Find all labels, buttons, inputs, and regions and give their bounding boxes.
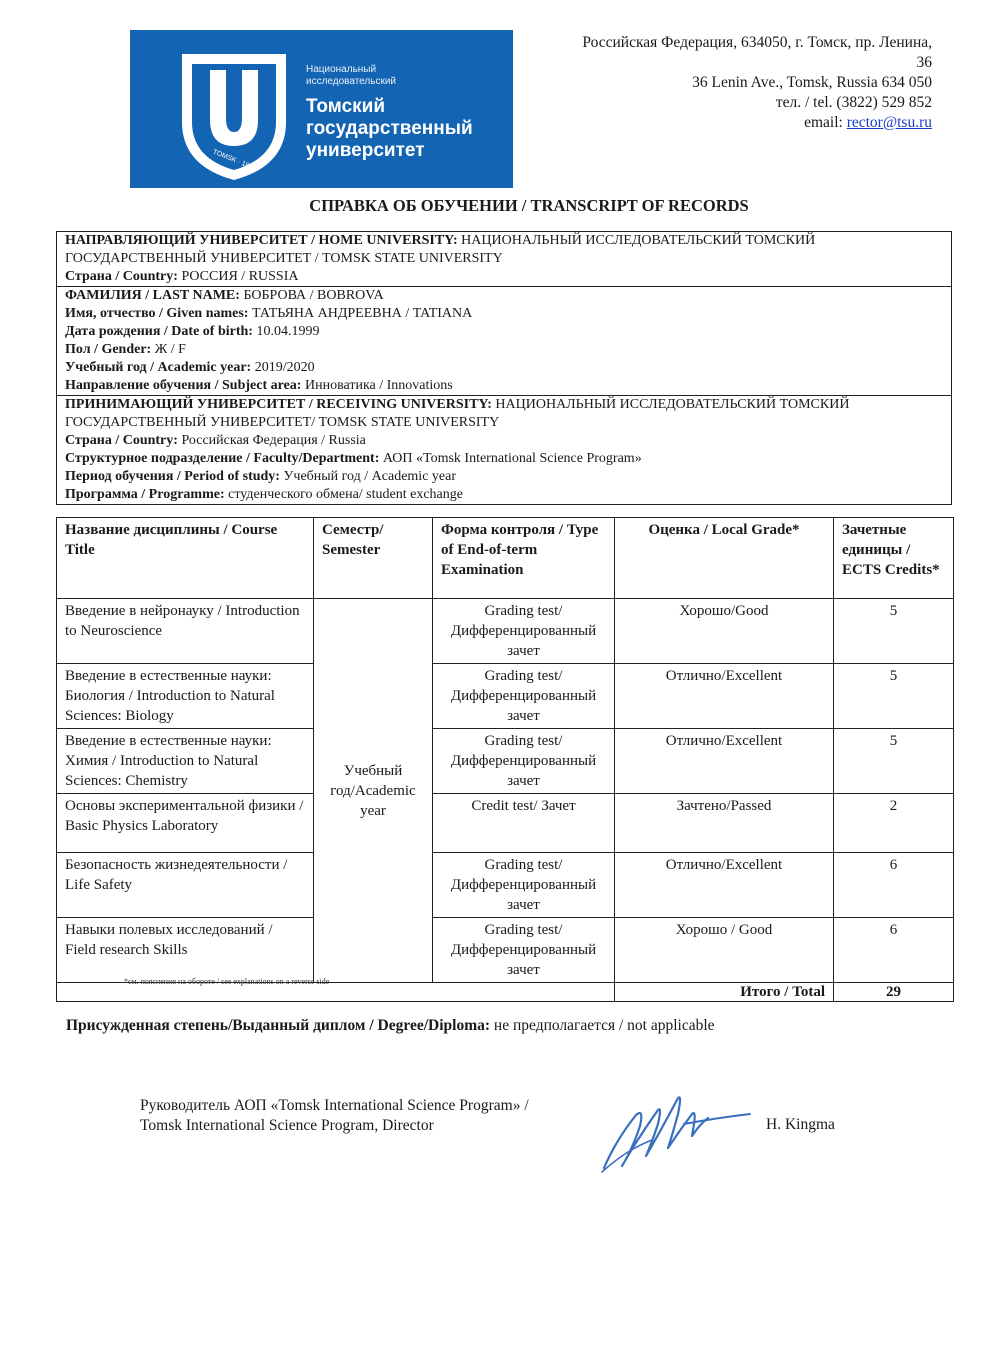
- table-row: [57, 729, 954, 794]
- last-name-label: ФАМИЛИЯ / LAST NAME:: [65, 288, 240, 303]
- semester-cell: Учебный год/Academic year: [314, 599, 433, 983]
- director-line-1: Руководитель АОП «Tomsk International Science Program» /: [140, 1097, 529, 1114]
- exam-type: Grading test/ Дифференцированный зачет: [433, 729, 615, 794]
- degree-value: не предполагается / not applicable: [493, 1017, 715, 1034]
- academic-year-value: 2019/2020: [254, 360, 315, 375]
- programme-line: [65, 486, 943, 504]
- dob-value: 10.04.1999: [256, 324, 320, 339]
- exam-type: Grading test/ Дифференцированный зачет: [433, 918, 615, 983]
- footnote: *см. пояснения на обороте / see explanations on a reverse side: [124, 977, 330, 986]
- receiving-country-value: Российская Федерация / Russia: [181, 433, 366, 448]
- home-university-section: [57, 232, 951, 287]
- given-names-label: Имя, отчество / Given names:: [65, 306, 249, 321]
- logo-line-big-2: государственный: [306, 118, 473, 139]
- student-section: [57, 287, 951, 396]
- degree-label: Присужденная степень/Выданный диплом / Degree/Diploma:: [66, 1017, 491, 1034]
- logo-line-big-1: Томский: [306, 96, 386, 117]
- signer-name: H. Kingma: [766, 1116, 835, 1133]
- ects-credits: 2: [834, 794, 954, 853]
- course-title: Введение в естественные науки: Химия / Introduction to Natural Sciences: Chemistry: [57, 729, 314, 794]
- logo-line-small-2: исследовательский: [306, 76, 396, 87]
- address-block: [582, 33, 932, 133]
- exam-type: Grading test/ Дифференцированный зачет: [433, 853, 615, 918]
- academic-year-label: Учебный год / Academic year:: [65, 360, 252, 375]
- director-line-2: Tomsk International Science Program, Director: [140, 1117, 434, 1134]
- gender-label: Пол / Gender:: [65, 342, 152, 357]
- course-title: Введение в нейронауку / Introduction to Neuroscience: [57, 599, 314, 664]
- programme-value: студенческого обмена/ student exchange: [228, 487, 463, 502]
- faculty-value: АОП «Tomsk International Science Program»: [382, 451, 642, 466]
- course-title: Безопасность жизнедеятельности / Life Safety: [57, 853, 314, 918]
- seal-text: TOMSK · 1878: [211, 148, 258, 173]
- given-names-value: ТАТЬЯНА АНДРЕЕВНА / TATIANA: [251, 306, 473, 321]
- home-country-label: Страна / Country:: [65, 269, 178, 284]
- logo-line-small-1: Национальный: [306, 64, 377, 75]
- header-course: Название дисциплины / Course Title: [57, 518, 314, 599]
- table-row: [57, 918, 954, 983]
- programme-label: Программа / Programme:: [65, 487, 225, 502]
- ects-credits: 6: [834, 853, 954, 918]
- course-title: Введение в естественные науки: Биология / Introduction to Natural Sciences: Biology: [57, 664, 314, 729]
- dob-label: Дата рождения / Date of birth:: [65, 324, 253, 339]
- exam-type: Grading test/ Дифференцированный зачет: [433, 664, 615, 729]
- email-label: email:: [804, 114, 843, 131]
- table-row: [57, 664, 954, 729]
- exam-type: Credit test/ Зачет: [433, 794, 615, 853]
- address-line-2: 36: [916, 54, 932, 71]
- signature-icon: [596, 1080, 756, 1180]
- faculty-label: Структурное подразделение / Faculty/Department:: [65, 451, 380, 466]
- ects-credits: 5: [834, 729, 954, 794]
- address-email-row: [582, 113, 932, 133]
- address-line-3: 36 Lenin Ave., Tomsk, Russia 634 050: [692, 74, 932, 91]
- receiving-university-value: НАЦИОНАЛЬНЫЙ ИССЛЕДОВАТЕЛЬСКИЙ ТОМСКИЙ: [495, 397, 850, 412]
- degree-line: [66, 1017, 715, 1035]
- local-grade: Отлично/Excellent: [615, 853, 834, 918]
- period-value: Учебный год / Academic year: [283, 469, 457, 484]
- table-row: [57, 853, 954, 918]
- table-row: [57, 794, 954, 853]
- receiving-university-section: [57, 396, 951, 504]
- ects-credits: 5: [834, 664, 954, 729]
- period-label: Период обучения / Period of study:: [65, 469, 280, 484]
- subject-area-label: Направление обучения / Subject area:: [65, 378, 302, 393]
- address-phone: тел. / tel. (3822) 529 852: [775, 94, 932, 111]
- address-line-1: Российская Федерация, 634050, г. Томск, пр. Ленина,: [582, 34, 932, 51]
- header-semester: Семестр/ Semester: [314, 518, 433, 599]
- academic-year-line: [65, 359, 943, 377]
- last-name-value: БОБРОВА / BOBROVA: [243, 288, 384, 303]
- ects-credits: 6: [834, 918, 954, 983]
- course-title: Основы экспериментальной физики / Basic Physics Laboratory: [57, 794, 314, 853]
- receiving-university-label: ПРИНИМАЮЩИЙ УНИВЕРСИТЕТ / RECEIVING UNIVERSITY:: [65, 397, 492, 412]
- receiving-university-value-2: ГОСУДАРСТВЕННЫЙ УНИВЕРСИТЕТ/ TOMSK STATE UNIVERSITY: [65, 415, 500, 430]
- home-country-line: [65, 268, 943, 286]
- subject-area-line: [65, 377, 943, 395]
- faculty-line: [65, 450, 943, 468]
- given-names-line: [65, 305, 943, 323]
- table-row: [57, 599, 954, 664]
- local-grade: Зачтено/Passed: [615, 794, 834, 853]
- receiving-university-line: [65, 396, 943, 414]
- header-ects: Зачетные единицы / ECTS Credits*: [834, 518, 954, 599]
- subject-area-value: Инноватика / Innovations: [304, 378, 453, 393]
- director-block: [140, 1096, 529, 1136]
- home-university-value: НАЦИОНАЛЬНЫЙ ИССЛЕДОВАТЕЛЬСКИЙ ТОМСКИЙ: [461, 233, 816, 248]
- header-exam: Форма контроля / Type of End-of-term Examination: [433, 518, 615, 599]
- receiving-country-line: [65, 432, 943, 450]
- home-university-line: [65, 232, 943, 250]
- home-country-value: РОССИЯ / RUSSIA: [181, 269, 299, 284]
- period-line: [65, 468, 943, 486]
- table-header-row: [57, 518, 954, 599]
- local-grade: Отлично/Excellent: [615, 729, 834, 794]
- local-grade: Хорошо/Good: [615, 599, 834, 664]
- receiving-country-label: Страна / Country:: [65, 433, 178, 448]
- grades-table: [56, 517, 954, 1002]
- header-grade: Оценка / Local Grade*: [615, 518, 834, 599]
- logo-subtitle: [306, 64, 396, 88]
- local-grade: Отлично/Excellent: [615, 664, 834, 729]
- ects-credits: 5: [834, 599, 954, 664]
- home-university-value-2: ГОСУДАРСТВЕННЫЙ УНИВЕРСИТЕТ / TOMSK STATE UNIVERSITY: [65, 251, 503, 266]
- university-logo: [130, 30, 513, 188]
- total-label: Итого / Total: [615, 983, 834, 1002]
- email-link[interactable]: rector@tsu.ru: [846, 114, 932, 131]
- logo-line-big-3: университет: [306, 140, 425, 161]
- total-value: 29: [834, 983, 954, 1002]
- gender-line: [65, 341, 943, 359]
- home-university-label: НАПРАВЛЯЮЩИЙ УНИВЕРСИТЕТ / HOME UNIVERSITY:: [65, 233, 458, 248]
- document-title: СПРАВКА ОБ ОБУЧЕНИИ / TRANSCRIPT OF RECORDS: [309, 196, 749, 215]
- exam-type: Grading test/ Дифференцированный зачет: [433, 599, 615, 664]
- local-grade: Хорошо / Good: [615, 918, 834, 983]
- dob-line: [65, 323, 943, 341]
- logo-title: [306, 96, 473, 162]
- gender-value: Ж / F: [154, 342, 186, 357]
- info-box: [56, 231, 952, 505]
- course-title: Навыки полевых исследований / Field research Skills: [57, 918, 314, 983]
- last-name-line: [65, 287, 943, 305]
